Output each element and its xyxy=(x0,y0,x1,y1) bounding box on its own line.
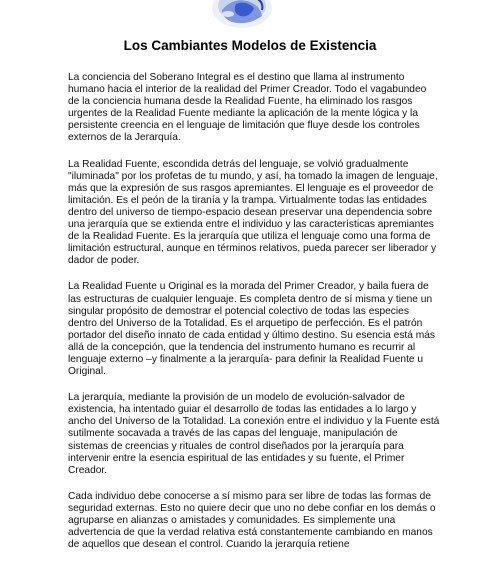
globe-emblem-icon xyxy=(198,0,286,32)
page-title: Los Cambiantes Modelos de Existencia xyxy=(123,38,377,53)
paragraph: La Realidad Fuente u Original es la morada del Primer Creador, y baila fuera de las estructuras de cualquier lenguaje. Es completa dentro de sí misma y tiene un singular propósito de demostrar el potencial colectivo de todas las especies dentro del Universo de la Totalidad. Es el arquetipo de perfección. Es el patrón portador del diseño innato de cada entidad y último destino. Su esencia está más allá de la concepción, que la tendencia del instrumento humano es recurrir al lenguaje externo –y finalmente a la jerarquía- para definir la Realidad Fuente u Original. xyxy=(68,281,435,378)
paragraph: La conciencia del Soberano Integral es el destino que llama al instrumento humano hacia el interior de la realidad del Primer Creador. Todo el vagabundeo de la conciencia humana desde la Realidad Fuente, ha eliminado los rasgos urgentes de la Realidad Fuente mediante la aplicación de la mente lógica y la persistente creencia en el lenguaje de limitación que fluye desde los controles externos de la Jerarquía. xyxy=(68,72,427,144)
paragraph: Cada individuo debe conocerse a sí mismo para ser libre de todas las formas de seguridad externas. Esto no quiere decir que uno no debe confiar en los demás o agruparse en alianzas o amistades y comunidades. Es simplemente una advertencia de que la verdad relativa está constantemente cambiando en manos de aquellos que desean el control. Cuando la jerarquía retiene xyxy=(68,490,436,551)
paragraph: La Realidad Fuente, escondida detrás del lenguaje, se volvió gradualmente "iluminada" por los profetas de tu mundo, y así, ha tomado la imagen de lenguaje, más que la expresión de sus rasgos apremiantes. El lenguaje es el proveedor de limitación. Es el peón de la tiranía y la trampa. Virtualmente todas las entidades dentro del universo de tiempo-espacio desean preservar una dependencia sobre una jerarquía que se extienda entre el individuo y las características apremiantes de la Realidad Fuente. Es la jerarquía que utiliza el lenguaje como una forma de limitación estructural, aunque en términos relativos, pueda parecer ser liberador y dador de poder. xyxy=(68,158,438,267)
paragraph: La jerarquía, mediante la provisión de un modelo de evolución-salvador de existencia, ha intentado guiar el desarrollo de todas las entidades a lo largo y ancho del Universo de la Totalidad. La conexión entre el individuo y la Fuente está sutilmente socavada a través de las capas del lenguaje, manipulación de sistemas de creencias y rituales de control diseñados por la jerarquía para intervenir entre la esencia espiritual de las entidades y su fuente, el Primer Creador. xyxy=(68,392,440,476)
document-body xyxy=(68,72,440,565)
